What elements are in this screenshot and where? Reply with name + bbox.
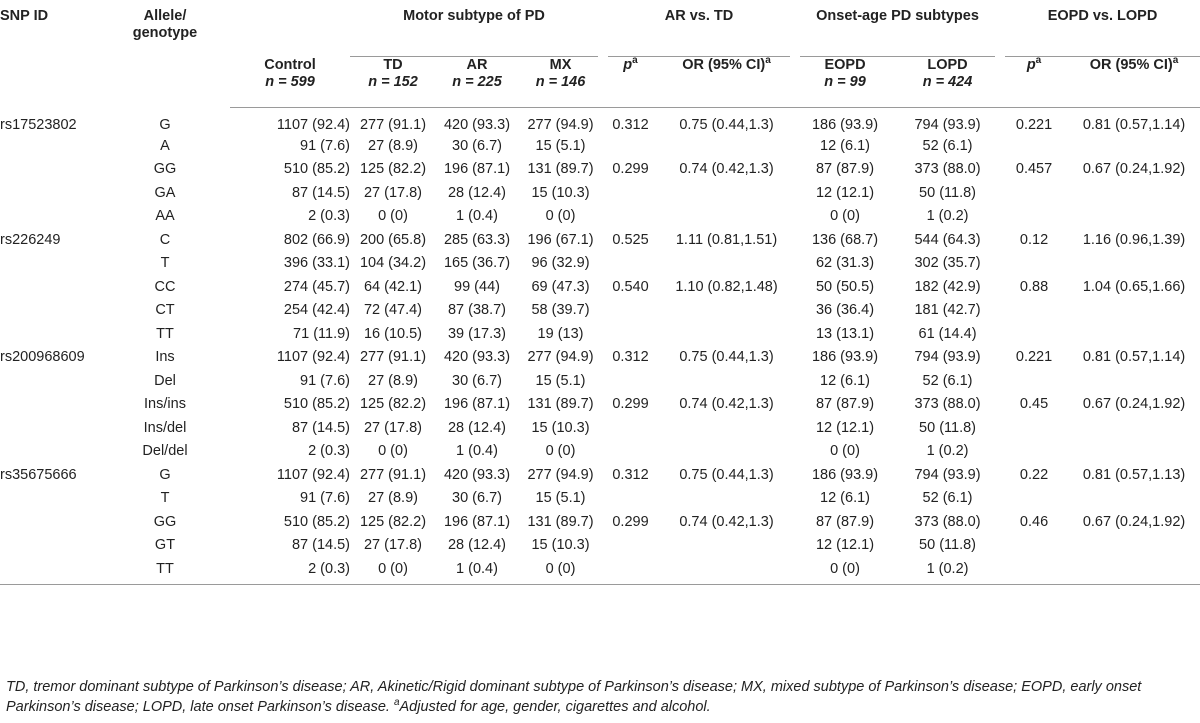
snp-association-table [0,8,1200,585]
cell-p-eopd-lopd [1000,490,1068,514]
cell-control: 254 (42.4) [283,302,350,318]
cell-td: 72 (47.4) [363,302,423,318]
cell-mx: 0 (0) [545,208,576,224]
cell-eopd: 12 (12.1) [815,419,875,436]
cell-or-ar-td: 0.74 (0.42,1.3) [679,161,774,177]
cell-p-eopd-lopd [1000,326,1068,350]
cell-allele: G [159,116,171,133]
cell-snp-id [0,161,100,185]
cell-mx: 96 (32.9) [531,255,590,271]
cell-control: 396 (33.1) [283,255,350,271]
cell-allele: T [160,490,170,506]
cell-or-ar-td [658,373,795,397]
cell-control: 510 (85.2) [283,396,350,412]
cell-eopd: 50 (50.5) [815,278,875,295]
cell-ar: 87 (38.7) [447,302,507,318]
cell-or-ar-td [658,302,795,326]
cell-lopd: 373 (88.0) [914,161,981,177]
cell-or-eopd-lopd [1068,326,1200,350]
cell-mx: 15 (10.3) [531,419,590,436]
table-row [0,326,1200,350]
cell-allele: CC [154,278,176,295]
cell-or-eopd-lopd [1068,138,1200,162]
table-row [0,537,1200,561]
cell-ar: 196 (87.1) [443,161,511,177]
group-eopd-vs-lopd: EOPD vs. LOPD [1000,8,1200,57]
col-or-ar-td: OR (95% CI)$^a$ [658,57,795,108]
cell-lopd: 1 (0.2) [926,208,969,224]
cell-ar: 420 (93.3) [443,349,511,365]
cell-ar: 30 (6.7) [452,490,502,506]
table-row [0,138,1200,162]
cell-p-eopd-lopd [1000,561,1068,585]
cell-p-eopd-lopd: 0.45 [1019,396,1049,412]
table-row [0,302,1200,326]
cell-eopd: 87 (87.9) [815,161,875,177]
cell-snp-id: rs226249 [0,231,61,248]
cell-or-ar-td: 1.10 (0.82,1.48) [675,278,778,295]
cell-snp-id [0,396,100,420]
cell-p-eopd-lopd: 0.22 [1019,466,1049,483]
cell-ar: 420 (93.3) [443,466,511,483]
group-ar-vs-td: AR vs. TD [603,8,795,57]
col-p-eopd-lopd: $p^a$ [1000,57,1068,108]
cell-eopd: 136 (68.7) [811,231,879,248]
col-control: Control n = 599 [230,57,350,108]
cell-or-eopd-lopd: 1.04 (0.65,1.66) [1082,278,1186,295]
cell-or-eopd-lopd [1068,561,1200,585]
cell-p-ar-td [603,208,658,232]
table-body [0,108,1200,585]
cell-or-eopd-lopd: 0.81 (0.57,1.13) [1082,466,1186,483]
cell-control: 71 (11.9) [293,325,350,342]
cell-p-eopd-lopd [1000,443,1068,467]
col-eopd: EOPD n = 99 [795,57,895,108]
col-or-eopd-lopd: OR (95% CI)$^a$ [1068,57,1200,108]
cell-td: 27 (8.9) [368,490,418,506]
cell-p-ar-td: 0.525 [612,231,649,248]
cell-allele: Del/del [142,443,188,459]
cell-ar: 196 (87.1) [443,396,511,412]
table-row [0,443,1200,467]
cell-allele: GT [154,537,176,553]
cell-ar: 99 (44) [454,278,500,295]
cell-or-eopd-lopd: 0.67 (0.24,1.92) [1082,396,1186,412]
cell-allele: G [159,466,171,483]
cell-allele: C [159,231,171,248]
cell-allele: Ins [155,349,175,365]
cell-or-ar-td [658,490,795,514]
cell-p-ar-td: 0.299 [612,161,649,177]
cell-or-ar-td [658,255,795,279]
cell-mx: 131 (89.7) [527,513,594,530]
cell-control: 2 (0.3) [308,208,350,224]
cell-eopd: 0 (0) [830,443,860,459]
cell-eopd: 12 (6.1) [820,490,870,506]
table-row [0,185,1200,209]
cell-or-eopd-lopd [1068,302,1200,326]
cell-td: 27 (17.8) [363,537,423,553]
table-row [0,396,1200,420]
cell-snp-id [0,279,100,303]
cell-p-eopd-lopd [1000,138,1068,162]
cell-td: 277 (91.1) [359,117,427,133]
table-row [0,108,1200,138]
cell-td: 200 (65.8) [359,231,427,248]
cell-p-ar-td: 0.299 [612,513,649,530]
col-td: TD n = 152 [350,57,436,108]
cell-eopd: 12 (6.1) [820,137,870,154]
cell-control: 87 (14.5) [291,184,350,201]
cell-p-ar-td: 0.312 [612,349,649,365]
cell-lopd: 794 (93.9) [914,466,981,483]
cell-snp-id [0,443,100,467]
col-blank [230,8,350,57]
cell-lopd: 182 (42.9) [914,278,981,295]
cell-or-eopd-lopd [1068,255,1200,279]
cell-or-eopd-lopd [1068,373,1200,397]
cell-allele: AA [155,208,175,224]
table-row [0,373,1200,397]
cell-td: 125 (82.2) [359,513,427,530]
cell-control: 91 (7.6) [300,372,350,389]
col-mx: MX n = 146 [518,57,603,108]
cell-allele: Ins/ins [144,396,186,412]
cell-eopd: 12 (6.1) [820,372,870,389]
table-row [0,467,1200,491]
cell-snp-id [0,537,100,561]
cell-ar: 1 (0.4) [456,443,498,459]
cell-or-eopd-lopd [1068,537,1200,561]
cell-mx: 0 (0) [545,443,576,459]
cell-snp-id: rs200968609 [0,349,85,365]
cell-snp-id [0,561,100,585]
table-row [0,349,1200,373]
group-motor-subtype: Motor subtype of PD [350,8,603,57]
col-p-ar-td: $p^a$ [603,57,658,108]
cell-td: 277 (91.1) [359,466,427,483]
cell-lopd: 52 (6.1) [922,490,973,506]
table-header [0,8,1200,108]
cell-td: 27 (17.8) [363,419,423,436]
table-row [0,255,1200,279]
cell-snp-id [0,490,100,514]
cell-mx: 15 (10.3) [531,184,590,201]
cell-td: 125 (82.2) [359,161,427,177]
cell-allele: GG [153,161,177,177]
cell-td: 27 (8.9) [368,137,418,154]
cell-snp-id [0,208,100,232]
cell-td: 0 (0) [350,561,436,585]
cell-eopd: 36 (36.4) [815,302,875,318]
cell-p-eopd-lopd: 0.457 [1015,161,1053,177]
cell-control: 1107 (92.4) [276,117,350,133]
cell-p-eopd-lopd [1000,537,1068,561]
cell-mx: 15 (5.1) [535,137,586,154]
cell-p-ar-td: 0.540 [612,278,649,295]
cell-or-ar-td: 0.74 (0.42,1.3) [679,513,774,530]
cell-or-ar-td [658,208,795,232]
cell-lopd: 52 (6.1) [922,372,973,389]
cell-ar: 1 (0.4) [456,208,498,224]
cell-ar: 285 (63.3) [443,231,511,248]
cell-control: 1107 (92.4) [276,349,350,365]
cell-snp-id [0,514,100,538]
cell-p-ar-td: 0.312 [612,117,649,133]
cell-control: 510 (85.2) [283,161,350,177]
cell-control: 87 (14.5) [291,537,350,553]
cell-lopd: 544 (64.3) [914,231,981,248]
cell-eopd: 87 (87.9) [815,396,875,412]
cell-p-ar-td: 0.299 [612,396,649,412]
cell-td: 0 (0) [378,443,408,459]
cell-control: 91 (7.6) [300,490,350,506]
cell-ar: 28 (12.4) [447,537,507,553]
cell-or-eopd-lopd: 1.16 (0.96,1.39) [1082,231,1186,248]
cell-or-ar-td [658,443,795,467]
cell-mx: 15 (5.1) [535,490,586,506]
cell-p-ar-td [603,443,658,467]
cell-snp-id [0,302,100,326]
cell-allele: GA [154,184,176,201]
cell-eopd: 12 (12.1) [815,537,875,553]
cell-td: 277 (91.1) [359,349,427,365]
cell-mx: 15 (5.1) [535,372,586,389]
col-ar: AR n = 225 [436,57,518,108]
cell-allele: TT [100,561,230,585]
cell-ar: 165 (36.7) [443,255,511,271]
cell-lopd: 52 (6.1) [922,137,973,154]
cell-control: 2 (0.3) [230,561,350,585]
table-row [0,514,1200,538]
cell-mx: 131 (89.7) [527,396,594,412]
cell-lopd: 794 (93.9) [914,117,981,133]
cell-control: 87 (14.5) [291,419,350,436]
cell-p-eopd-lopd [1000,185,1068,209]
cell-eopd: 0 (0) [795,561,895,585]
cell-or-eopd-lopd [1068,443,1200,467]
cell-p-ar-td: 0.312 [612,466,649,483]
cell-lopd: 373 (88.0) [914,513,981,530]
col-lopd: LOPD n = 424 [895,57,1000,108]
cell-or-eopd-lopd [1068,420,1200,444]
table-row [0,420,1200,444]
cell-p-eopd-lopd: 0.221 [1015,117,1053,133]
cell-control: 802 (66.9) [283,231,350,248]
cell-or-ar-td: 0.75 (0.44,1.3) [679,466,774,483]
cell-ar: 30 (6.7) [452,372,502,389]
cell-td: 0 (0) [378,208,408,224]
cell-td: 64 (42.1) [363,278,423,295]
cell-mx: 58 (39.7) [531,302,590,318]
cell-or-eopd-lopd: 0.81 (0.57,1.14) [1082,349,1186,365]
cell-lopd: 1 (0.2) [926,443,969,459]
cell-or-ar-td: 0.74 (0.42,1.3) [679,396,774,412]
cell-or-ar-td [658,185,795,209]
cell-p-eopd-lopd [1000,420,1068,444]
cell-p-eopd-lopd [1000,302,1068,326]
cell-snp-id: rs17523802 [0,116,77,133]
table-row [0,161,1200,185]
cell-mx: 277 (94.9) [527,349,594,365]
table-row [0,490,1200,514]
table-row [0,232,1200,256]
table-footnote: TD, tremor dominant subtype of Parkinson’s disease; AR, Akinetic/Rigid dominant subtype of Parkinson’s disease; MX, mixed subtype of Parkinson’s disease; EOPD, early onset Parkinson’s disease; LOPD, late onset Parkinson’s disease. $^a$Adjusted for age, gender, cigarettes and alcohol. [6,679,1142,715]
cell-control: 1107 (92.4) [276,466,350,483]
cell-p-ar-td [603,255,658,279]
table-row [0,561,1200,585]
cell-snp-id [0,185,100,209]
cell-mx: 15 (10.3) [531,537,590,553]
cell-p-ar-td [603,138,658,162]
cell-lopd: 50 (11.8) [919,419,976,436]
cell-eopd: 87 (87.9) [815,513,875,530]
cell-or-ar-td: 0.75 (0.44,1.3) [679,349,774,365]
cell-allele: Del [154,372,176,389]
col-allele-genotype: Allele/ genotype [132,8,198,41]
cell-mx: 196 (67.1) [527,231,594,248]
cell-ar: 420 (93.3) [443,117,511,133]
cell-eopd: 0 (0) [830,208,860,224]
cell-or-ar-td [658,561,795,585]
cell-allele: Ins/del [143,419,187,436]
cell-lopd: 373 (88.0) [914,396,981,412]
cell-lopd: 50 (11.8) [919,537,976,553]
cell-lopd: 1 (0.2) [895,561,1000,585]
cell-mx: 277 (94.9) [527,117,594,133]
cell-or-ar-td [658,420,795,444]
cell-or-eopd-lopd [1068,185,1200,209]
cell-p-ar-td [603,490,658,514]
cell-or-ar-td: 0.75 (0.44,1.3) [679,117,774,133]
cell-p-eopd-lopd [1000,373,1068,397]
cell-snp-id [0,326,100,350]
cell-p-ar-td [603,185,658,209]
table-row [0,279,1200,303]
cell-p-ar-td [603,326,658,350]
cell-eopd: 13 (13.1) [815,325,875,342]
cell-mx: 131 (89.7) [527,161,594,177]
cell-or-eopd-lopd [1068,208,1200,232]
cell-eopd: 12 (12.1) [815,184,875,201]
cell-snp-id [0,373,100,397]
cell-allele: TT [156,325,174,342]
cell-mx: 0 (0) [518,561,603,585]
cell-allele: A [160,137,170,154]
cell-p-ar-td [603,302,658,326]
cell-allele: GG [153,513,177,530]
cell-control: 274 (45.7) [283,278,350,295]
cell-p-eopd-lopd: 0.88 [1019,278,1049,295]
cell-mx: 69 (47.3) [531,278,590,295]
cell-p-eopd-lopd: 0.12 [1019,231,1049,248]
cell-p-eopd-lopd [1000,255,1068,279]
cell-p-ar-td [603,420,658,444]
cell-eopd: 62 (31.3) [815,255,875,271]
cell-ar: 30 (6.7) [452,137,502,154]
cell-or-eopd-lopd: 0.67 (0.24,1.92) [1082,513,1186,530]
cell-eopd: 186 (93.9) [811,349,879,365]
cell-mx: 19 (13) [537,325,584,342]
cell-td: 16 (10.5) [363,325,423,342]
cell-lopd: 50 (11.8) [919,184,976,201]
cell-snp-id [0,138,100,162]
group-onset-age: Onset-age PD subtypes [795,8,1000,57]
cell-or-ar-td [658,138,795,162]
cell-ar: 1 (0.4) [436,561,518,585]
cell-p-eopd-lopd [1000,208,1068,232]
cell-snp-id [0,255,100,279]
cell-snp-id [0,420,100,444]
cell-td: 27 (8.9) [368,372,418,389]
cell-p-ar-td [603,537,658,561]
cell-or-ar-td [658,537,795,561]
cell-p-eopd-lopd: 0.46 [1019,513,1049,530]
cell-ar: 28 (12.4) [447,184,507,201]
cell-control: 91 (7.6) [300,137,350,154]
cell-td: 27 (17.8) [363,184,423,201]
cell-eopd: 186 (93.9) [811,466,879,483]
cell-allele: CT [155,302,175,318]
cell-p-ar-td [603,373,658,397]
cell-td: 125 (82.2) [359,396,427,412]
cell-eopd: 186 (93.9) [811,117,879,133]
cell-or-eopd-lopd: 0.67 (0.24,1.92) [1082,161,1186,177]
cell-control: 510 (85.2) [283,513,350,530]
cell-snp-id: rs35675666 [0,466,77,483]
cell-allele: T [160,255,170,271]
cell-or-ar-td: 1.11 (0.81,1.51) [675,231,778,248]
cell-lopd: 61 (14.4) [918,325,977,342]
cell-p-eopd-lopd: 0.221 [1015,349,1053,365]
cell-p-ar-td [603,561,658,585]
cell-ar: 196 (87.1) [443,513,511,530]
cell-or-eopd-lopd [1068,490,1200,514]
cell-ar: 28 (12.4) [447,419,507,436]
cell-control: 2 (0.3) [308,443,350,459]
cell-ar: 39 (17.3) [447,325,507,342]
col-snp-id: SNP ID [0,8,49,24]
cell-or-eopd-lopd: 0.81 (0.57,1.14) [1082,117,1186,133]
cell-mx: 277 (94.9) [527,466,594,483]
cell-td: 104 (34.2) [359,255,427,271]
cell-lopd: 181 (42.7) [914,302,981,318]
cell-lopd: 302 (35.7) [914,255,981,271]
cell-lopd: 794 (93.9) [914,349,981,365]
cell-or-ar-td [658,326,795,350]
table-row [0,208,1200,232]
